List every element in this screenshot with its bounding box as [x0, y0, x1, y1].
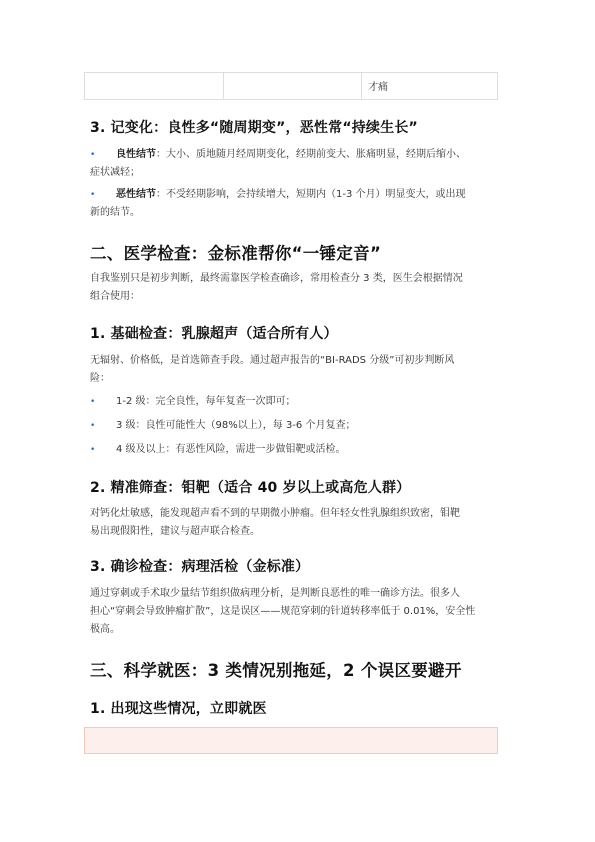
paragraph-precise-check: 对钙化灶敏感，能发现超声看不到的早期微小肿瘤。但年轻女性乳腺组织致密，钼靶 易出现假阳性，建议与超声联合检查。 — [90, 508, 460, 537]
table-cell — [362, 73, 497, 99]
item-text: 4 级及以上：有恶性风险，需进一步做钼靶或活检。 — [116, 444, 346, 455]
list-item — [90, 417, 506, 435]
paragraph-basic-check: 无辐射、价格低，是首选筛查手段。通过超声报告的“BI-RADS 分级”可初步判断风 险： — [90, 355, 455, 384]
section-heading-medical: 二、医学检查：金标准帮你“一锤定音” — [90, 244, 382, 263]
bullet-icon: • — [90, 445, 96, 455]
item-text: 1-2 级：完全良性，每年复查一次即可； — [116, 396, 296, 407]
bullet-icon: • — [90, 150, 96, 160]
table-cell — [224, 73, 362, 99]
heading-confirm-check: 3. 确诊检查：病理活检（金标准） — [90, 559, 310, 575]
item-text-cont: 新的结节。 — [90, 207, 140, 218]
paragraph-intro: 自我鉴别只是初步判断，最终需靠医学检查确诊，常用检查分 3 类，医生会根据情况 组合使用： — [90, 273, 463, 302]
list-item — [90, 146, 506, 182]
heading-basic-check: 1. 基础检查：乳腺超声（适合所有人） — [90, 326, 338, 342]
heading-visit-now: 1. 出现这些情况，立即就医 — [90, 701, 267, 717]
bullet-icon: • — [90, 421, 96, 431]
item-text: ：不受经期影响，会持续增大，短期内（1-3 个月）明显变大，或出现 — [156, 189, 466, 200]
item-label: 恶性结节 — [116, 189, 156, 200]
table-cell-text: 才痛 — [368, 82, 388, 93]
paragraph-confirm-check: 通过穿刺或手术取少量结节组织做病理分析，是判断良恶性的唯一确诊方法。很多人 担心“穿刺会导致肿瘤扩散”，这是误区——规范穿刺的针道转移率低于 0.01%，安全性 极高。 — [90, 588, 476, 635]
list-item — [90, 393, 506, 411]
section-heading-visit: 三、科学就医：3 类情况别拖延，2 个误区要避开 — [90, 661, 462, 680]
item-text: 3 级：良性可能性大（98%以上），每 3-6 个月复查； — [116, 420, 356, 431]
item-label: 良性结节 — [116, 149, 156, 160]
heading-precise-check: 2. 精准筛查：钼靶（适合 40 岁以上或高危人群） — [90, 480, 411, 496]
item-text-cont: 症状减轻； — [90, 167, 140, 178]
bullet-icon: • — [90, 397, 96, 407]
list-item — [90, 441, 506, 459]
table-cell — [85, 73, 224, 99]
item-text: ：大小、质地随月经周期变化，经期前变大、胀痛明显，经期后缩小、 — [156, 149, 466, 160]
list-item — [90, 186, 506, 222]
alert-box — [84, 727, 498, 754]
section-heading-change: 3. 记变化：良性多“随周期变”，恶性常“持续生长” — [90, 120, 418, 136]
bullet-icon: • — [90, 190, 96, 200]
table-fragment — [84, 72, 498, 100]
